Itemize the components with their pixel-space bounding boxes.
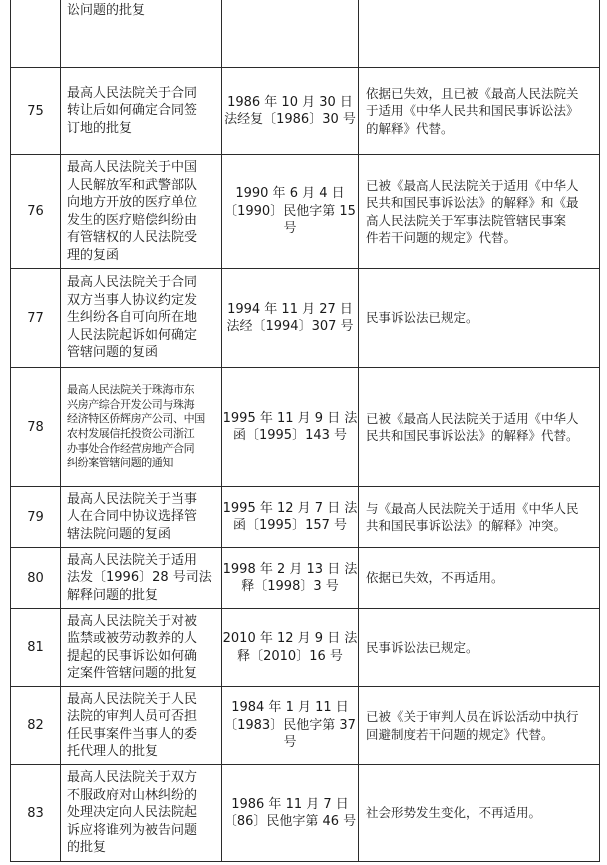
row-title: 最高人民法院关于中国 人民解放军和武警部队 向地方开放的医疗单位 发生的医疗赔偿纠纷由 有管辖权的人民法院受 理的复函 (60, 155, 221, 268)
row-note: 社会形势发生变化，不再适用。 (358, 765, 599, 861)
row-number: 83 (27, 805, 44, 821)
row-document: 1998 年 2 月 13 日 法 释〔1998〕3 号 (221, 548, 358, 608)
regulation-table (10, 0, 600, 862)
row-number: 80 (27, 570, 44, 586)
row-document: 1986 年 11 月 7 日 〔86〕民他字第 46 号 (221, 765, 358, 861)
row-number: 76 (27, 204, 44, 219)
row-title: 最高人民法院关于人民 法院的审判人员可否担 任民事案件当事人的委 托代理人的批复 (60, 687, 221, 764)
row-note: 已被《最高人民法院关于适用《中华人 民共和国民事诉讼法》的解释》和《最 高人民法院关于军事法院管辖民事案 件若干问题的规定》代替。 (358, 155, 599, 268)
table-row (11, 67, 599, 154)
row-number: 79 (27, 509, 44, 525)
row-title: 最高人民法院关于适用 法发〔1996〕28 号司法 解释问题的批复 (60, 548, 221, 608)
row-number: 77 (27, 310, 44, 326)
table-row (11, 0, 599, 67)
row-document: 1986 年 10 月 30 日 法经复〔1986〕30 号 (221, 68, 358, 154)
row-note: 依据已失效，且已被《最高人民法院关 于适用《中华人民共和国民事诉讼法》 的解释》代替。 (358, 68, 599, 154)
row-note: 依据已失效，不再适用。 (358, 548, 599, 608)
table-row (11, 486, 599, 547)
table-row (11, 547, 599, 608)
row-title: 讼问题的批复 (60, 0, 221, 67)
row-note: 民事诉讼法已规定。 (358, 269, 599, 367)
row-title: 最高人民法院关于对被 监禁或被劳动教养的人 提起的民事诉讼如何确 定案件管辖问题的批复 (60, 609, 221, 686)
row-number: 75 (27, 103, 44, 119)
table-row (11, 686, 599, 764)
row-document: 1984 年 1 月 11 日 〔1983〕民他字第 37 号 (221, 687, 358, 764)
row-document: 2010 年 12 月 9 日 法 释〔2010〕16 号 (221, 609, 358, 686)
table-row (11, 764, 599, 861)
row-title: 最高人民法院关于合同 转让后如何确定合同签 订地的批复 (60, 68, 221, 154)
table-row (11, 268, 599, 367)
row-document: 1994 年 11 月 27 日 法经〔1994〕307 号 (221, 269, 358, 367)
table-row (11, 154, 599, 268)
row-number (11, 0, 60, 67)
row-document: 1995 年 12 月 7 日 法 函〔1995〕157 号 (221, 487, 358, 547)
row-title: 最高人民法院关于珠海市东 兴房产综合开发公司与珠海 经济特区侨辉房产公司、中国 农村发展信托投资公司浙江 办事处合作经营房地产合同 纠纷案管辖问题的通知 (60, 368, 221, 486)
row-note: 已被《关于审判人员在诉讼活动中执行 回避制度若干问题的规定》代替。 (358, 687, 599, 764)
row-note: 与《最高人民法院关于适用《中华人民 共和国民事诉讼法》的解释》冲突。 (358, 487, 599, 547)
row-number: 81 (27, 640, 44, 655)
table-row (11, 608, 599, 686)
table-row (11, 367, 599, 486)
row-document: 1990 年 6 月 4 日 〔1990〕民他字第 15 号 (221, 155, 358, 268)
row-note: 民事诉讼法已规定。 (358, 609, 599, 686)
row-number: 78 (27, 419, 44, 435)
row-document (221, 0, 358, 67)
row-title: 最高人民法院关于合同 双方当事人协议约定发 生纠纷各自可向所在地 人民法院起诉如何确定 管辖问题的复函 (60, 269, 221, 367)
row-note (358, 0, 599, 67)
row-document: 1995 年 11 月 9 日 法 函〔1995〕143 号 (221, 368, 358, 486)
row-title: 最高人民法院关于双方 不服政府对山林纠纷的 处理决定向人民法院起 诉应将谁列为被告问题 的批复 (60, 765, 221, 861)
row-number: 82 (27, 718, 44, 733)
row-note: 已被《最高人民法院关于适用《中华人 民共和国民事诉讼法》的解释》代替。 (358, 368, 599, 486)
row-title: 最高人民法院关于当事 人在合同中协议选择管 辖法院问题的复函 (60, 487, 221, 547)
